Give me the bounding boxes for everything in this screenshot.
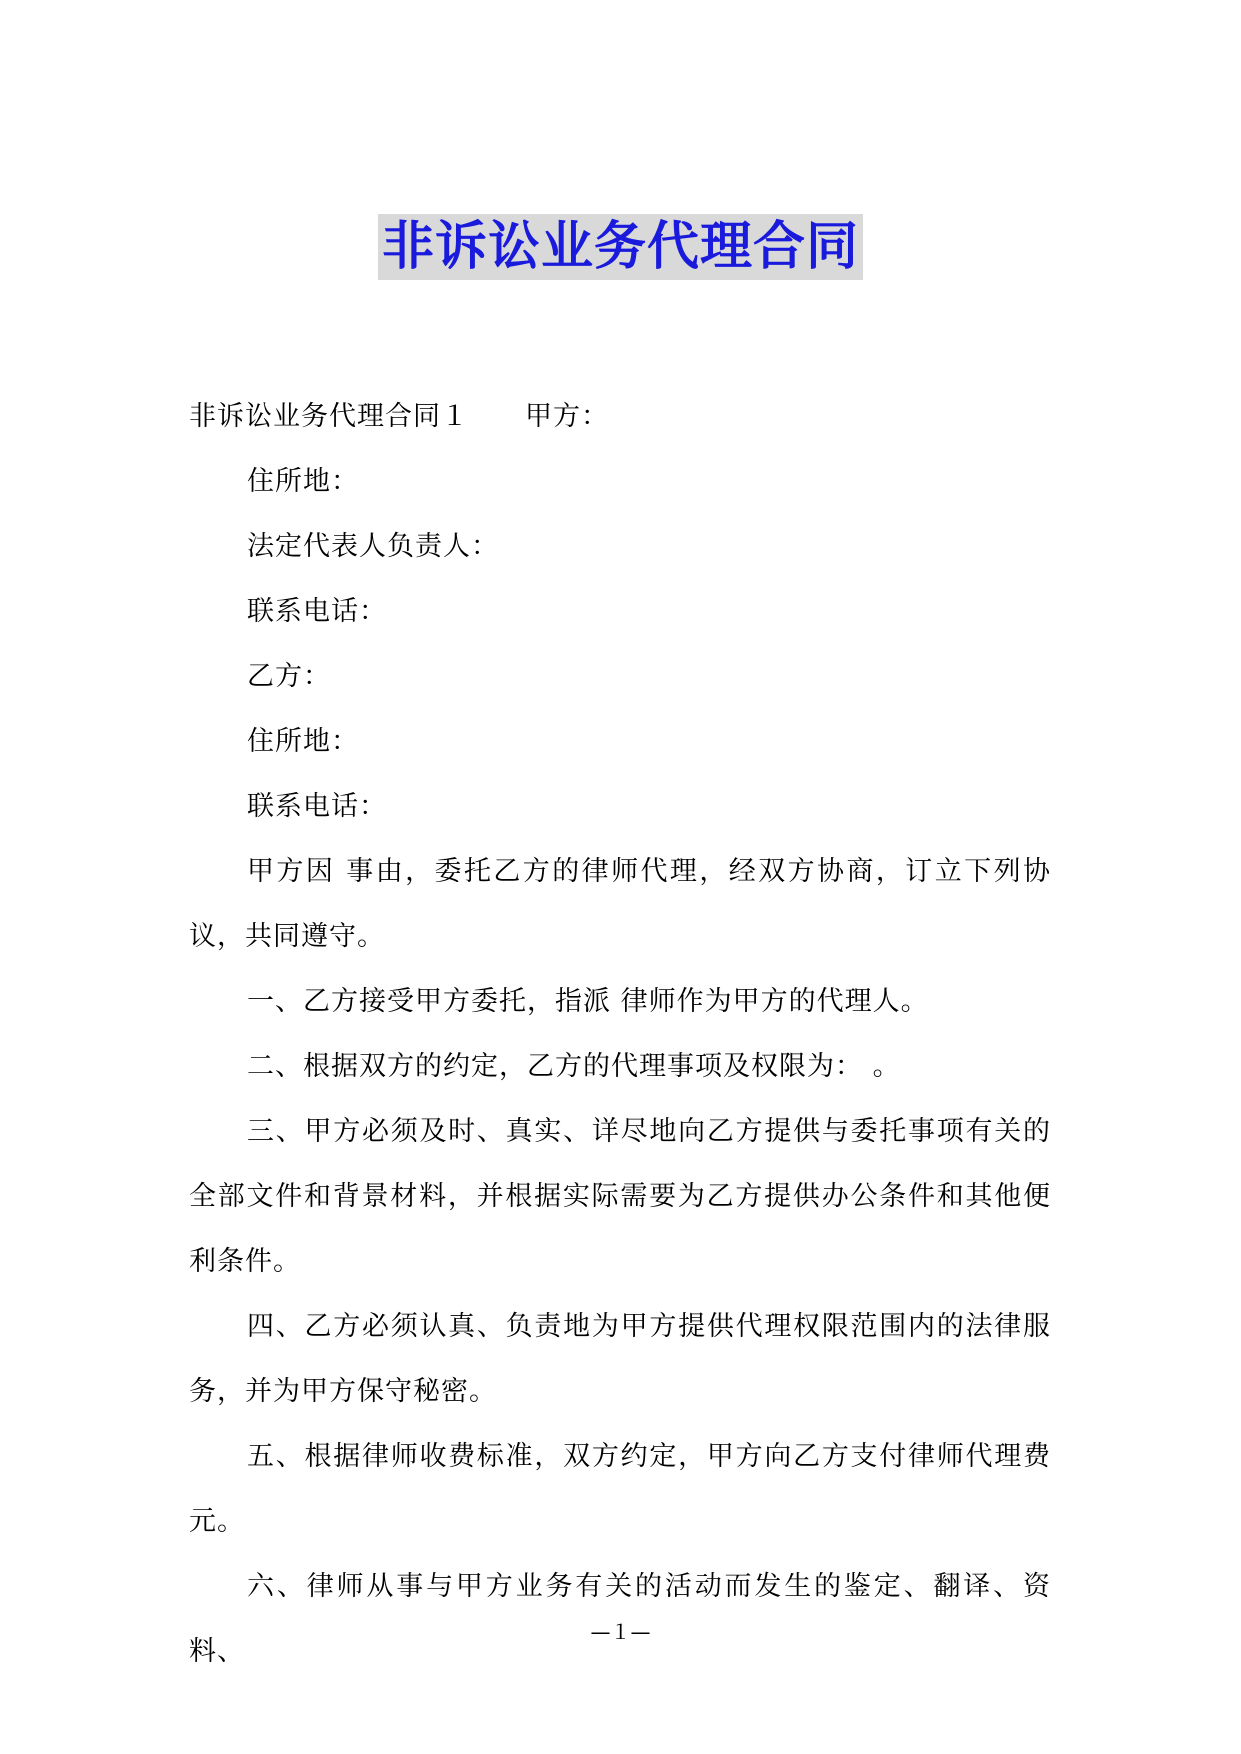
paragraph-party-a-phone: 联系电话：	[247, 596, 387, 627]
clause-5: 五、根据律师收费标准，双方约定，甲方向乙方支付律师代理费 元。	[189, 1441, 1051, 1537]
title-container	[0, 214, 1241, 280]
paragraph-party-a-address: 住所地：	[247, 466, 359, 497]
page-number: —１—	[590, 1620, 651, 1644]
document-body	[189, 384, 1051, 1684]
paragraph-party-b: 乙方：	[247, 661, 331, 692]
heading-line-right: 甲方：	[525, 401, 609, 432]
clause-3: 三、甲方必须及时、真实、详尽地向乙方提供与委托事项有关的全部文件和背景材料，并根据实际需要为乙方提供办公条件和其他便利条件。	[189, 1116, 1051, 1277]
heading-line	[189, 384, 1051, 449]
heading-line-left: 非诉讼业务代理合同１	[189, 401, 469, 432]
paragraph-legal-representative: 法定代表人负责人：	[247, 531, 499, 562]
clause-2: 二、根据双方的约定，乙方的代理事项及权限为： 。	[247, 1051, 901, 1082]
paragraph-party-b-phone: 联系电话：	[247, 791, 387, 822]
document-title: 非诉讼业务代理合同	[378, 214, 863, 280]
paragraph-party-b-address: 住所地：	[247, 726, 359, 757]
clause-6: 六、律师从事与甲方业务有关的活动而发生的鉴定、翻译、资料、	[189, 1571, 1051, 1667]
clause-4: 四、乙方必须认真、负责地为甲方提供代理权限范围内的法律服务，并为甲方保守秘密。	[189, 1311, 1051, 1407]
clause-1: 一、乙方接受甲方委托，指派 律师作为甲方的代理人。	[247, 986, 929, 1017]
paragraph-preamble: 甲方因 事由，委托乙方的律师代理，经双方协商，订立下列协议，共同遵守。	[189, 856, 1051, 952]
